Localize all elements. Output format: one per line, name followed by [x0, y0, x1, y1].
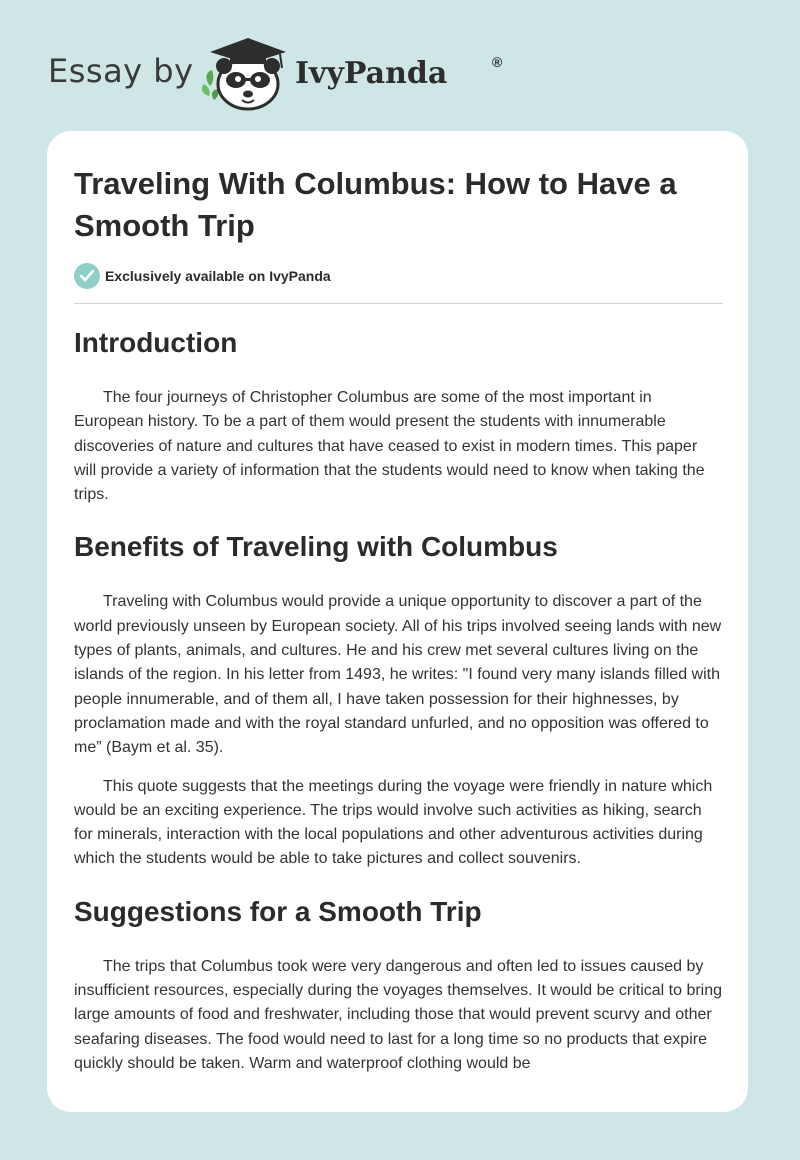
essay-card: [47, 131, 748, 1112]
section-heading-introduction: Introduction: [74, 327, 238, 358]
brand-logo[interactable]: [48, 32, 508, 112]
registered-mark: ®: [492, 54, 503, 70]
exclusive-label: Exclusively available on IvyPanda: [105, 268, 331, 284]
brand-name: IvyPanda: [295, 56, 448, 91]
paragraph: The trips that Columbus took were very dangerous and often led to issues caused by insufficient resources, especially during the voyages themselves. It would be critical to bring large amounts of food and freshwater, including those that would prevent scurvy and other seafaring diseases. The food would need to last for a long time so no products that expire quickly should be taken. Warm and waterproof clothing would be: [74, 957, 723, 1072]
paragraph: This quote suggests that the meetings during the voyage were friendly in nature which would be an exciting experience. The trips would involve such activities as hiking, search for minerals, interaction with the local populations and other adventurous activities during which the students would be able to take pictures and collect souvenirs.: [74, 777, 713, 868]
exclusive-badge: [74, 262, 474, 290]
page-title: Traveling With Columbus: How to Have a Smooth Trip: [74, 166, 677, 243]
paragraph: Traveling with Columbus would provide a unique opportunity to discover a part of the world previously unseen by European society. All of his trips involved seeing lands with new types of plants, animals, and cultures. He and his crew met several cultures living on the islands of the region. In his letter from 1493, he writes: "I found very many islands filled with people innumerable, and of them all, I have taken possession for their highnesses, by proclamation made and with the royal standard unfurled, and no opposition was offered to me” (Baym et al. 35).: [74, 593, 722, 757]
paragraph: The four journeys of Christopher Columbus are some of the most important in European history. To be a part of them would present the students with innumerable discoveries of nature and cultures that have ceased to exist in modern times. This paper will provide a variety of information that the students would need to know when taking the trips.: [74, 389, 705, 504]
article-body: [74, 323, 723, 1076]
divider: [74, 303, 723, 304]
section-heading-benefits: Benefits of Traveling with Columbus: [74, 531, 558, 563]
check-circle-icon: [74, 263, 100, 289]
section-heading-suggestions: Suggestions for a Smooth Trip: [74, 895, 482, 927]
brand-prefix: Essay by: [48, 52, 194, 90]
panda-logo-icon: [200, 34, 292, 112]
